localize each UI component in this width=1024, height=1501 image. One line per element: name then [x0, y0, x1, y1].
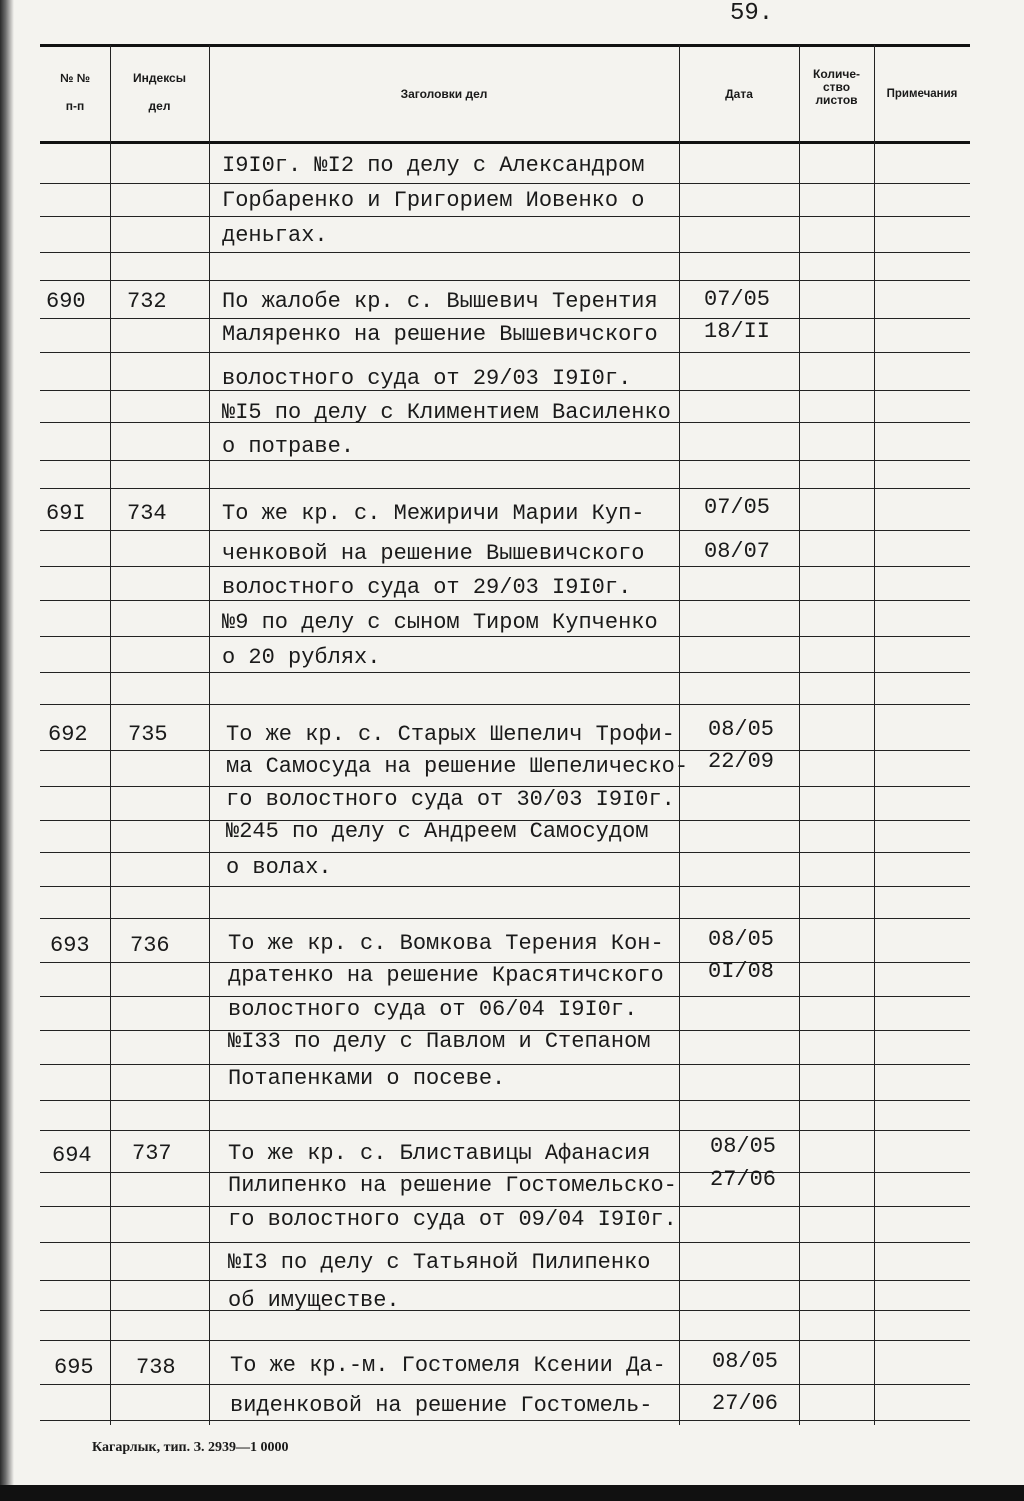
page-number: 59. [730, 0, 774, 27]
entry-title-line: №I5 по делу с Климентием Василенко [222, 400, 671, 425]
entry-date: 08/05 [710, 1134, 777, 1159]
ruled-line [40, 1384, 970, 1385]
entry-title-line: го волостного суда от 30/03 I9I0г. [226, 787, 675, 812]
ruled-line [40, 672, 970, 673]
entry-title-line: То же кр. с. Межиричи Марии Куп- [222, 501, 645, 526]
entry-number: 695 [54, 1355, 94, 1380]
entry-number: 692 [48, 722, 88, 747]
ruled-line [40, 352, 970, 353]
entry-date: 08/05 [712, 1349, 779, 1374]
entry-index: 736 [130, 933, 170, 958]
entry-title-line: ченковой на решение Вышевичского [222, 541, 645, 566]
entry-title-line: волостного суда от 06/04 I9I0г. [228, 997, 638, 1022]
header-num [40, 70, 110, 114]
ruled-line [40, 886, 970, 887]
entry-title-line: о 20 рублях. [222, 645, 381, 670]
entry-index: 732 [127, 289, 167, 314]
ruled-line [40, 252, 970, 253]
entry-title-line: То же кр.-м. Гостомеля Ксении Да- [230, 1353, 666, 1378]
header-bottom-border [40, 141, 970, 144]
entry-title-line: То же кр. с. Вомкова Терения Кон- [228, 931, 664, 956]
entry-number: 694 [52, 1143, 92, 1168]
ruled-line [40, 750, 970, 751]
table-top-border [40, 44, 970, 47]
entry-title-line: То же кр. с. Старых Шепелич Трофи- [226, 722, 675, 747]
entry-number: 693 [50, 933, 90, 958]
ruled-line [40, 1100, 970, 1101]
entry-title-line: То же кр. с. Блиставицы Афанасия [228, 1141, 651, 1166]
header-date: Дата [725, 87, 753, 101]
ruled-line [40, 216, 970, 217]
ruled-line [40, 1340, 970, 1341]
entry-title-line: ма Самосуда на решение Шепелическо- [226, 754, 689, 779]
ruled-line [40, 530, 970, 531]
ruled-line [40, 280, 970, 281]
entry-title-line: волостного суда от 29/03 I9I0г. [222, 575, 632, 600]
entry-date: 0I/08 [708, 959, 775, 984]
entry-index: 734 [127, 501, 167, 526]
ruled-line [40, 704, 970, 705]
entry-date: 07/05 [704, 287, 771, 312]
entry-title-line: дратенко на решение Красятичского [228, 963, 664, 988]
carryover-line: деньгах. [222, 223, 328, 248]
entry-date: 18/II [704, 319, 771, 344]
header-sheets [799, 68, 874, 107]
header-sheets-line: листов [815, 93, 858, 107]
entry-number: 690 [46, 289, 86, 314]
entry-title-line: №9 по делу с сыном Тиром Купченко [222, 610, 658, 635]
entry-index: 737 [132, 1141, 172, 1166]
header-notes: Примечания [886, 88, 958, 100]
header-sheets-line: ство [822, 80, 851, 94]
entry-title-line: го волостного суда от 09/04 I9I0г. [228, 1207, 677, 1232]
entry-title-line: №I33 по делу с Павлом и Степаном [228, 1029, 651, 1054]
entry-index: 738 [136, 1355, 176, 1380]
entry-date: 27/06 [712, 1391, 779, 1416]
entry-title-line: волостного суда от 29/03 I9I0г. [222, 366, 632, 391]
header-index-line: дел [148, 99, 171, 113]
ruled-line [40, 1420, 970, 1421]
header-sheets-line: Количе- [813, 67, 860, 81]
entry-date: 08/05 [708, 717, 775, 742]
entry-number: 69I [46, 501, 86, 526]
entry-title-line: виденковой на решение Гостомель- [230, 1393, 653, 1418]
ruled-line [40, 918, 970, 919]
ruled-line [40, 1130, 970, 1131]
entry-title-line: По жалобе кр. с. Вышевич Терентия [222, 289, 658, 314]
entry-title-line: Потапенками о посеве. [228, 1066, 506, 1091]
entry-index: 735 [128, 722, 168, 747]
entry-date: 22/09 [708, 749, 775, 774]
ruled-line [40, 488, 970, 489]
carryover-line: Горбаренко и Григорием Иовенко о [222, 188, 645, 213]
ruled-line [40, 183, 970, 184]
entry-title-line: Пилипенко на решение Гостомельско- [228, 1173, 677, 1198]
ruled-line [40, 318, 970, 319]
header-index [110, 70, 209, 114]
carryover-line: I9I0г. №I2 по делу с Александром [222, 153, 645, 178]
ruled-line [40, 1280, 970, 1281]
header-num-line: п-п [65, 99, 85, 113]
entry-date: 27/06 [710, 1167, 777, 1192]
ruled-line [40, 1310, 970, 1311]
ruled-line [40, 1242, 970, 1243]
header-num-line: № № [59, 71, 91, 85]
header-title: Заголовки дел [400, 87, 488, 101]
entry-title-line: Маляренко на решение Вышевичского [222, 322, 658, 347]
entry-date: 07/05 [704, 495, 771, 520]
header-index-line: Индексы [133, 71, 186, 85]
ruled-line [40, 852, 970, 853]
entry-date: 08/05 [708, 927, 775, 952]
scan-bottom-edge [0, 1485, 1024, 1501]
entry-title-line: №I3 по делу с Татьяной Пилипенко [228, 1250, 651, 1275]
scan-edge-shadow [0, 0, 14, 1501]
ruled-line [40, 460, 970, 461]
entry-title-line: о потраве. [222, 434, 355, 459]
entry-title-line: о волах. [226, 855, 332, 880]
printer-imprint: Кагарлык, тип. З. 2939—1 0000 [92, 1440, 289, 1455]
entry-title-line: №245 по делу с Андреем Самосудом [226, 819, 649, 844]
entry-date: 08/07 [704, 539, 771, 564]
entry-title-line: об имуществе. [228, 1288, 400, 1313]
